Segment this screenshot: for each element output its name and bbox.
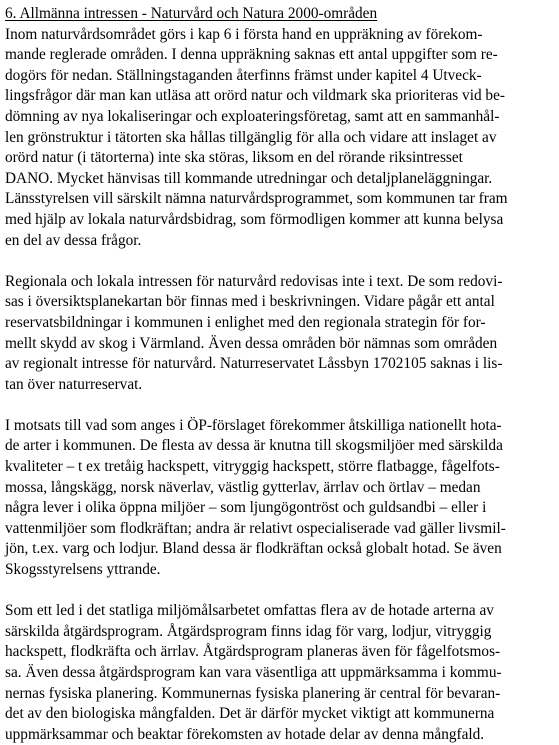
text-line: sa. Även dessa åtgärdsprogram kan vara väsentliga att uppmärksamma i kommu-: [5, 664, 502, 681]
paragraph-4: [5, 601, 557, 745]
text-line: vattenmiljöer som flodkräftan; andra är relativt ospecialiserade vad gäller livsmil-: [5, 519, 506, 537]
text-line: uppmärksammar och beaktar förekomsten av hotade delar av denna mångfald.: [5, 725, 485, 743]
paragraph-1: [5, 25, 557, 252]
text-line: Skogsstyrelsens yttrande.: [5, 561, 161, 579]
text-line: med hjälp av lokala naturvårdsbidrag, som förmodligen kommer att kunna belysa: [5, 210, 504, 228]
text-line: mossa, långskägg, norsk näverlav, västlig gytterlav, ärrlav och örtlav – medan: [5, 478, 481, 496]
text-line: nernas fysiska planering. Kommunernas fysiska planering är central för bevaran-: [5, 684, 501, 702]
paragraph-2: [5, 272, 557, 396]
text-line: hackspett, flodkräfta och ärrlav. Åtgärdsprogram planeras även för fågelfotsmos-: [5, 643, 501, 661]
text-line: Regionala och lokala intressen för naturvård redovisas inte i text. De som redovi-: [5, 272, 503, 290]
text-line: kvaliteter – t ex tretåig hackspett, vitryggig hackspett, större flatbagge, fågelfots-: [5, 458, 500, 476]
text-line: jön, t.ex. varg och lodjur. Bland dessa är flodkräftan också globalt hotad. Se även: [5, 540, 502, 558]
text-line: mellt skydd av skog i Värmland. Även dessa områden bör nämnas som områden: [5, 334, 498, 352]
text-line: dogörs för nedan. Ställningstaganden återfinns främst under kapitel 4 Utveck-: [5, 66, 482, 84]
text-line: särskilda åtgärdsprogram. Åtgärdsprogram finns idag för varg, lodjur, vitryggig: [5, 622, 492, 640]
text-line: några lever i olika öppna miljöer – som ljungögontröst och guldsandbi – eller i: [5, 499, 487, 517]
text-line: len grönstruktur i tätorten ska hållas tillgänglig för alla och vidare att inslaget av: [5, 128, 497, 146]
paragraph-3: [5, 416, 557, 581]
section-heading: 6. Allmänna intressen - Naturvård och Natura 2000-områden: [5, 5, 378, 22]
text-line: Länsstyrelsen vill särskilt nämna naturvårdsprogrammet, som kommunen tar fram: [5, 190, 508, 208]
text-line: av regionalt intresse för naturvård. Naturreservatet Låssbyn 1702105 saknas i lis-: [5, 355, 503, 373]
text-line: en del av dessa frågor.: [5, 231, 142, 249]
text-line: orörd natur (i tätorterna) inte ska störas, liksom en del rörande riksintresset: [5, 149, 463, 167]
text-line: DANO. Mycket hänvisas till kommande utredningar och detaljplaneläggningar.: [5, 169, 493, 187]
text-line: reservatsbildningar i kommunen i enlighet med den regionala strategin för for-: [5, 313, 486, 331]
text-line: Som ett led i det statliga miljömålsarbetet omfattas flera av de hotade arterna av: [5, 602, 494, 620]
text-line: det av den biologiska mångfalden. Det är därför mycket viktigt att kommunerna: [5, 705, 495, 723]
paragraph-gap: [5, 395, 557, 416]
text-line: sas i översiktsplanekartan bör finnas med i beskrivningen. Vidare pågår ett antal: [5, 293, 495, 311]
paragraph-gap: [5, 581, 557, 602]
text-line: lingsfrågor där man kan utläsa att orörd natur och vildmark ska prioriteras vid be-: [5, 87, 505, 105]
text-line: de arter i kommunen. De flesta av dessa är knutna till skogsmiljöer med särskilda: [5, 437, 503, 455]
text-line: tan över naturreservat.: [5, 375, 143, 393]
text-line: dömning av nya lokaliseringar och exploateringsföretag, samt att en sammanhål-: [5, 107, 500, 125]
text-line: I motsats till vad som anges i ÖP-förslaget förekommer åtskilliga nationellt hota-: [5, 416, 502, 434]
text-line: mande reglerade områden. I denna uppräkning saknas ett antal uppgifter som re-: [5, 46, 498, 64]
document-page: [5, 4, 557, 745]
text-line: Inom naturvårdsområdet görs i kap 6 i första hand en uppräkning av förekom-: [5, 25, 483, 43]
paragraph-gap: [5, 251, 557, 272]
